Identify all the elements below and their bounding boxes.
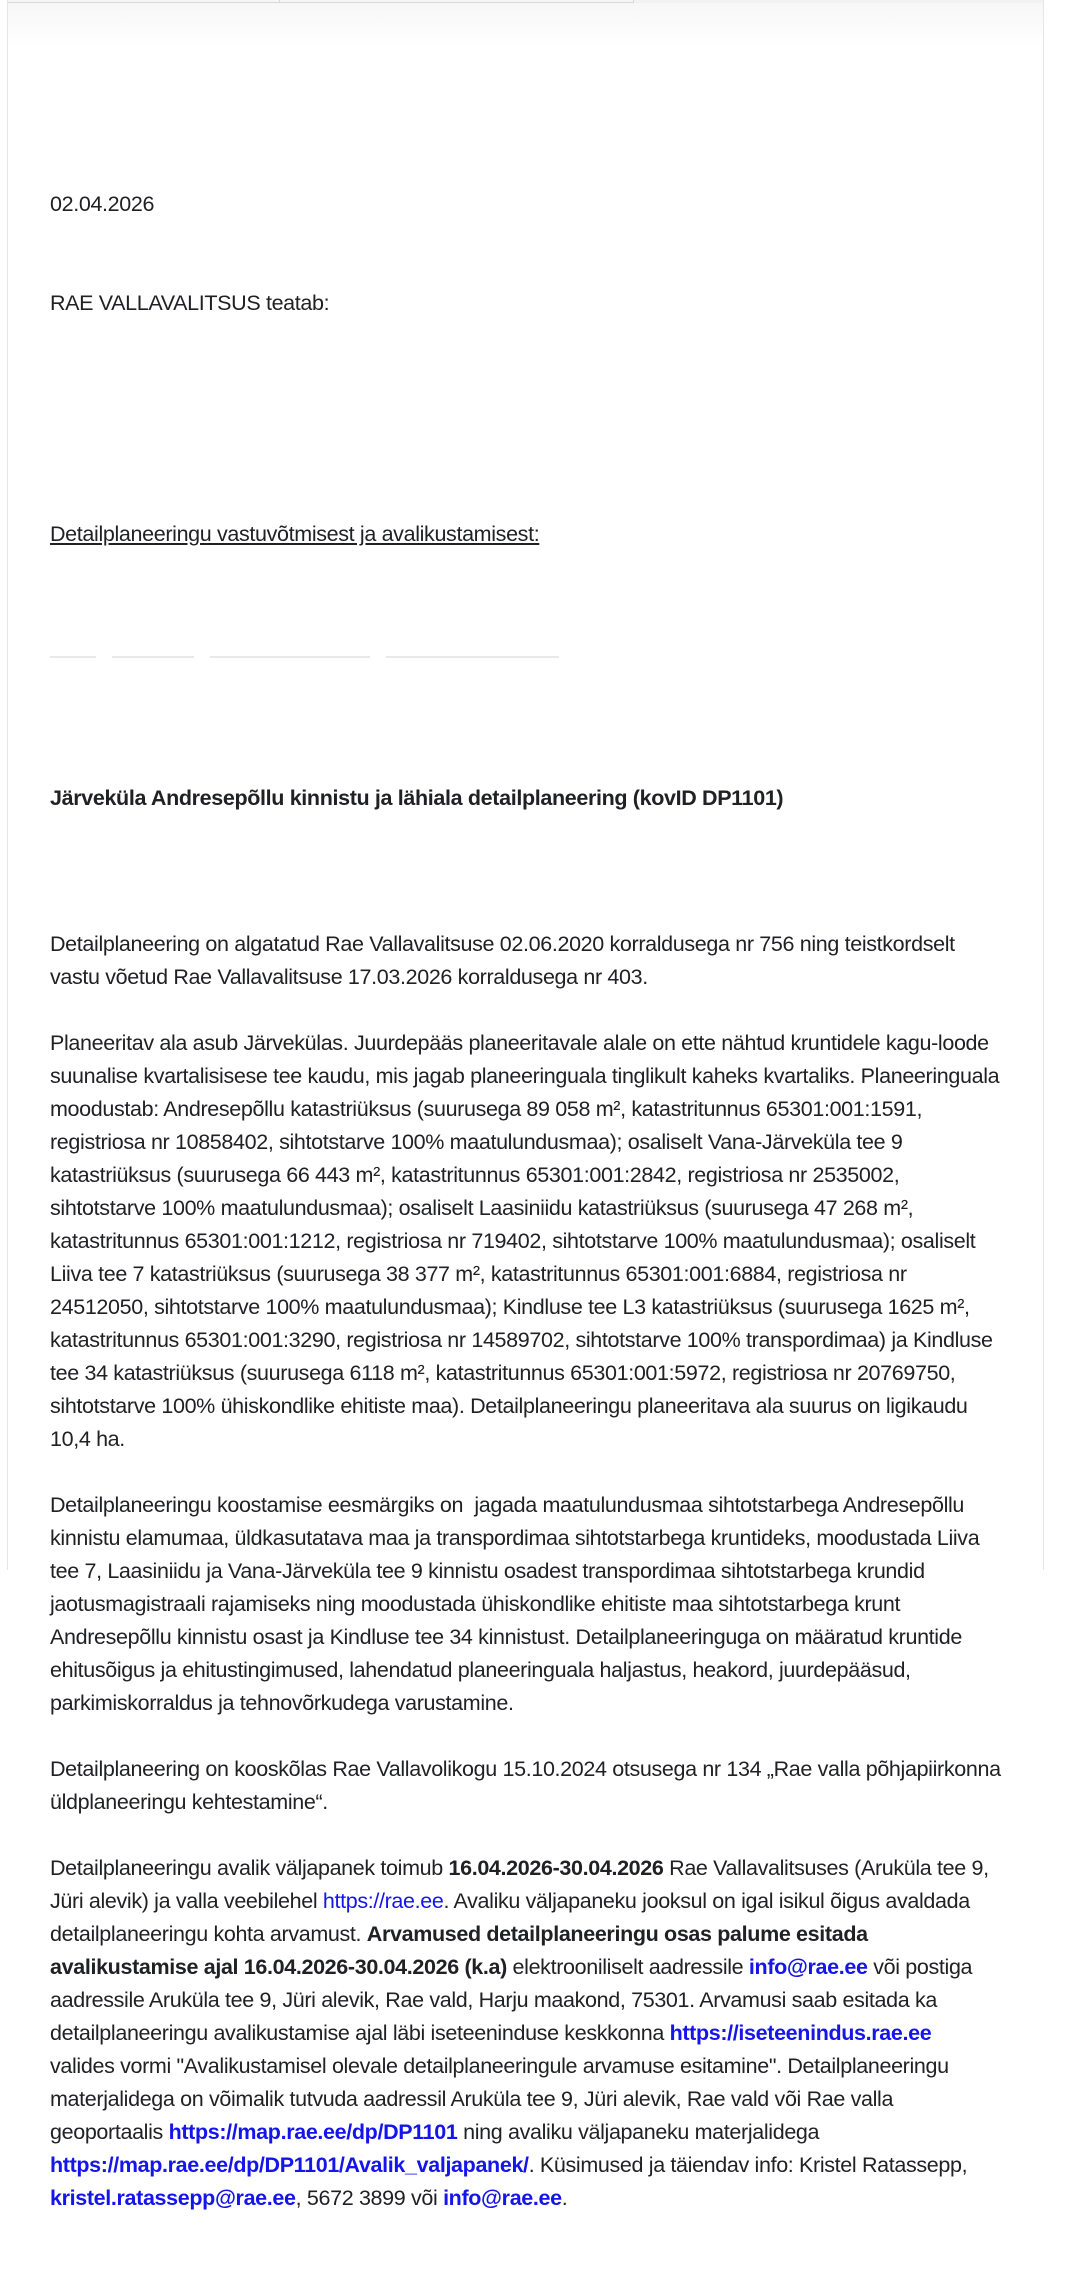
section-heading: Detailplaneeringu vastuvõtmisest ja avalikustamisest: [50, 522, 540, 546]
paragraph [50, 928, 1001, 994]
text-run: Arvamused detailplaneeringu osas palume esitada avalikustamise ajal 16.04.2026-30.04.2026 (k.a) [50, 1922, 874, 1979]
text-run: , 5672 3899 või [295, 2186, 444, 2210]
plan-title: Järveküla Andresepõllu kinnistu ja lähiala detailplaneering (kovID DP1101) [50, 786, 784, 810]
text-run: Detailplaneering on algatatud Rae Vallavalitsuse 02.06.2020 korraldusega nr 756 ning teistkordselt vastu võetud Rae Vallavalitsuse 17.03.2026 korraldusega nr 403. [50, 932, 961, 989]
text-run: Rae Vallavalitsuses (Aruküla tee 9, Jüri alevik) ja valla veebilehel [50, 1856, 995, 1913]
text-run: 16.04.2026-30.04.2026 [448, 1856, 664, 1880]
paragraph [50, 1852, 1001, 2215]
link[interactable]: kristel.ratassepp@rae.ee [50, 2186, 296, 2210]
text-run: Planeeritav ala asub Järvekülas. Juurdepääs planeeritavale alale on ette nähtud kruntidele kagu-loode suunalise kvartalisisese tee kaudu, mis jagab planeeringuala tinglikult kaheks kvartaliks. Planeeringuala moodustab: Andresepõllu katastriüksus (suurusega 89 058 m², katastritunnus 65301:001:1591, registriosa nr 10858402, sihtotstarve 100% maatulundusmaa); osaliselt Vana-Järveküla tee 9 katastriüksus (suurusega 66 443 m², katastritunnus 65301:001:2842, registriosa nr 2535002, sihtotstarve 100% maatulundusmaa); osaliselt Laasiniidu katastriüksus (suurusega 47 268 m², katastritunnus 65301:001:1212, registriosa nr 719402, sihtotstarve 100% maatulundusmaa); osaliselt Liiva tee 7 katastriüksus (suurusega 38 377 m², katastritunnus 65301:001:6884, registriosa nr 24512050, sihtotstarve 100% maatulundusmaa); Kindluse tee L3 katastriüksus (suurusega 1625 m², katastritunnus 65301:001:3290, registriosa nr 14589702, sihtotstarve 100% transpordimaa) ja Kindluse tee 34 katastriüksus (suurusega 6118 m², katastritunnus 65301:001:5972, registriosa nr 20769750, sihtotstarve 100% ühiskondlike ehitiste maa). Detailplaneeringu planeeritava ala suurus on ligikaudu 10,4 ha. [50, 1031, 1005, 1451]
ghost-underline-segment [112, 656, 194, 658]
text-run: valides vormi "Avalikustamisel olevale detailplaneeringule arvamuse esitamine". Detailplaneeringu materjalidega on võimalik tutvuda aadressil Aruküla tee 9, Jüri alevik, Rae vald või Rae valla geoportaalis [50, 2021, 955, 2144]
link[interactable]: info@rae.ee [443, 2186, 562, 2210]
ghost-underline-segment [386, 656, 559, 658]
announcer-line: RAE VALLAVALITSUS teatab: [50, 291, 330, 315]
text-run: või postiga aadressile Aruküla tee 9, Jüri alevik, Rae vald, Harju maakond, 75301. Arvamusi saab esitada ka detailplaneeringu avalikustamise ajal läbi iseteeninduse keskkonna [50, 1955, 978, 2045]
paragraph [50, 1753, 1007, 1819]
link[interactable]: https://map.rae.ee/dp/DP1101/Avalik_valjapanek/ [50, 2153, 529, 2177]
announcement-body [8, 0, 1043, 2281]
text-run: ning avaliku väljapaneku materjalidega [457, 2120, 825, 2144]
paragraph [50, 1489, 1001, 1720]
ghost-underline-segment [50, 656, 96, 658]
text-run: . Küsimused ja täiendav info: Kristel Ratassepp, [528, 2153, 973, 2177]
link[interactable]: https://iseteenindus.rae.ee [669, 2021, 932, 2045]
ghost-underline-segment [210, 656, 370, 658]
text-run: . [561, 2186, 568, 2210]
text-run: Detailplaneeringu koostamise eesmärgiks on jagada maatulundusmaa sihtotstarbega Andresepõllu kinnistu elamumaa, üldkasutatava maa ja transpordimaa sihtotstarbega kruntideks, moodustada Liiva tee 7, Laasiniidu ja Vana-Järveküla tee 9 kinnistu osadest transpordimaa sihtotstarbega krundid jaotusmagistraali rajamiseks ning moodustada ühiskondlike ehitiste maa sihtotstarbega krunt Andresepõllu kinnistu osast ja Kindluse tee 34 kinnistust. Detailplaneeringuga on määratud kruntide ehitusõigus ja ehitustingimused, lahendatud planeeringuala haljastus, heakord, juurdepääsud, parkimiskorraldus ja tehnovõrkudega varustamine. [50, 1493, 985, 1715]
text-run: Detailplaneering on kooskõlas Rae Vallavolikogu 15.10.2024 otsusega nr 134 „Rae valla põhjapiirkonna üldplaneeringu kehtestamine“. [50, 1757, 1007, 1814]
link[interactable]: https://rae.ee [322, 1889, 444, 1913]
link[interactable]: https://map.rae.ee/dp/DP1101 [168, 2120, 458, 2144]
paragraph [50, 1027, 1005, 1456]
paragraphs [50, 928, 1007, 2215]
text-run: elektrooniliselt aadressile [506, 1955, 749, 1979]
document-page [7, 0, 1044, 2210]
meta-block [50, 122, 1001, 386]
ghost-underline-row [50, 650, 1001, 683]
text-run: . Avaliku väljapaneku jooksul on igal isikul õigus avaldada detailplaneeringu kohta arvamust. [50, 1889, 976, 1946]
link[interactable]: info@rae.ee [748, 1955, 868, 1979]
date-line: 02.04.2026 [50, 192, 155, 216]
text-run: Detailplaneeringu avalik väljapanek toimub [50, 1856, 449, 1880]
